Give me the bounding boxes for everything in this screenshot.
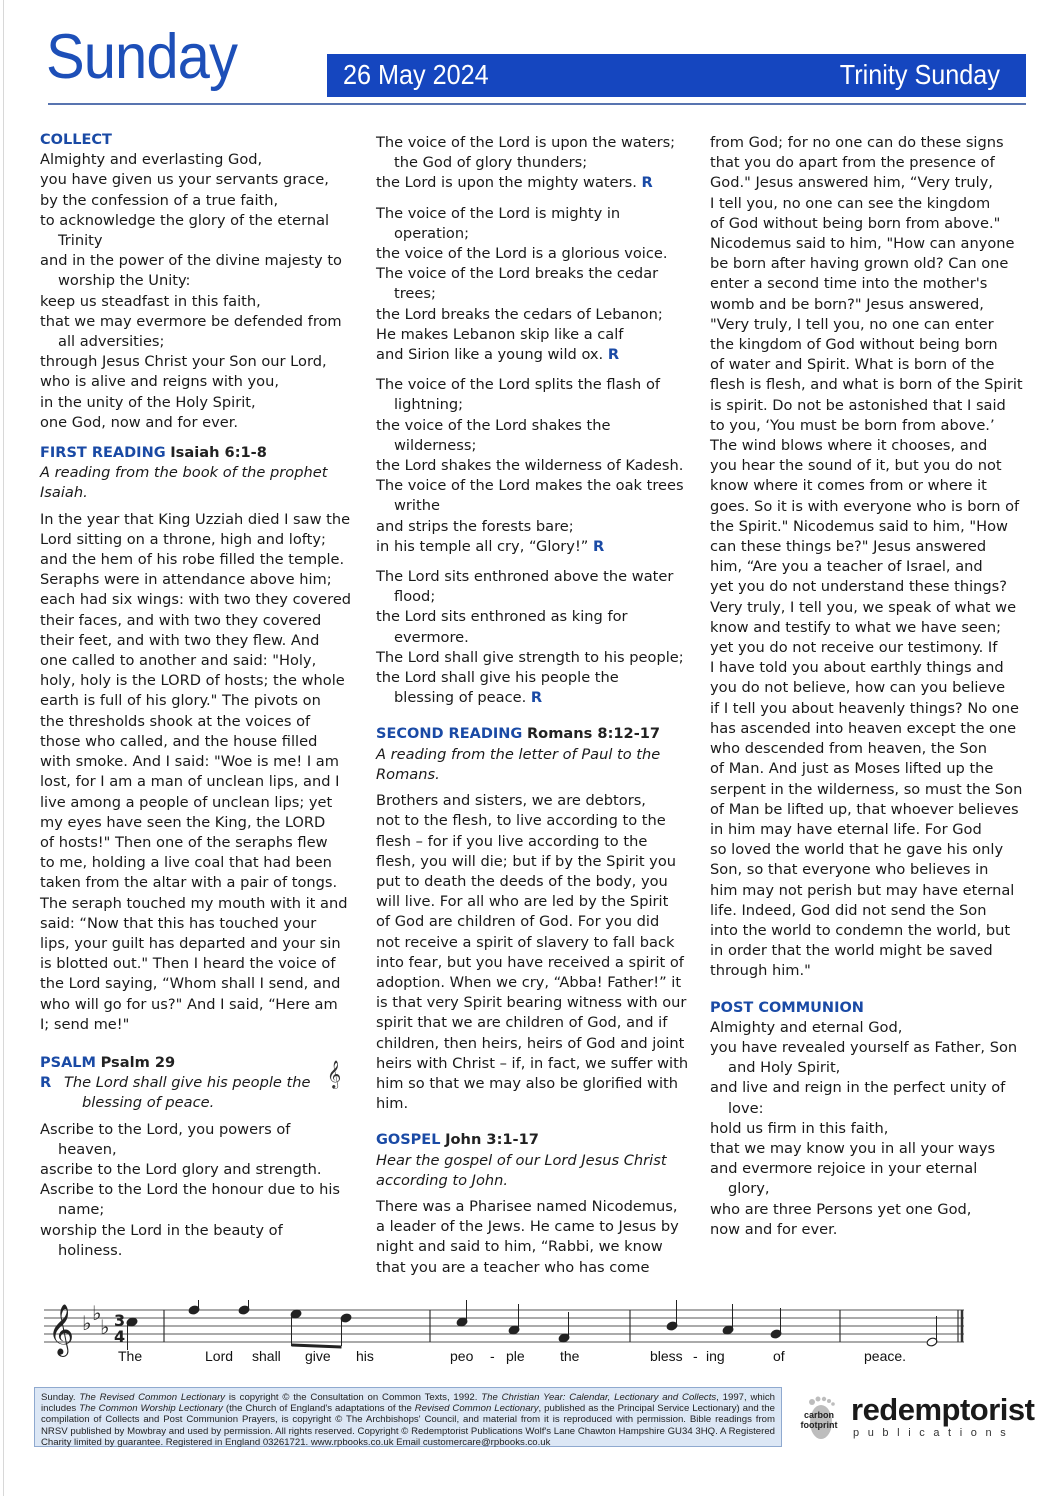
psalm-line-text: the Lord shall give his people the [376, 669, 619, 687]
text-line: from God; for no one can do these signs [710, 134, 1004, 151]
post-communion-text [710, 1018, 1030, 1240]
psalm-line [376, 668, 696, 688]
text-line: into the world to condemn the world, but [710, 921, 1011, 939]
psalm-line [376, 416, 696, 436]
column-3 [710, 133, 1030, 1240]
psalm-line-text: the voice of the Lord shakes the [376, 416, 611, 434]
text-line: "Very truly, I tell you, no one can enter [710, 315, 994, 333]
text-line: A reading from the book of the prophet [40, 464, 328, 482]
psalm-line [376, 648, 696, 668]
text-line: earth is full of his glory." The pivots on [40, 692, 321, 710]
psalm-line [376, 537, 696, 557]
text-line: put to death the deeds of the body, you [376, 872, 668, 890]
text-line: you have given us your servants grace, [40, 171, 329, 189]
text-line: The seraph touched my mouth with it and [40, 894, 348, 912]
psalm-stanza [376, 133, 696, 194]
response-line: blessing of peace. [82, 1094, 215, 1112]
text-line: of God are children of God. For you did [376, 913, 660, 931]
first-reading-section [40, 443, 360, 1035]
second-reading-intro [376, 745, 696, 785]
text-line: the Spirit." Nicodemus said to him, "How [710, 517, 1008, 535]
text-line: who will go for us?" And I said, “Here am [40, 995, 338, 1013]
text-line: has ascended into heaven except the one [710, 719, 1017, 737]
text-line: be born after having grown old? Can one [710, 255, 1009, 273]
psalm-line-text: flood; [394, 588, 436, 606]
lyric-syllable: his [356, 1348, 374, 1364]
post-communion-title: POST COMMUNION [710, 999, 864, 1016]
text-line: of Man be lifted up, that whoever believes [710, 800, 1019, 818]
psalm-line-text: trees; [394, 285, 436, 303]
psalm-stanzas [376, 133, 696, 708]
psalm-line-text: ascribe to the Lord glory and strength. [40, 1160, 322, 1178]
text-line: The wind blows where it chooses, and [710, 437, 988, 455]
text-line: not receive a spirit of slavery to fall back [376, 933, 675, 951]
day-title: Sunday [46, 22, 238, 92]
second-reading-section [376, 724, 696, 1114]
collect-section [40, 130, 360, 433]
text-line: you hear the sound of it, but you do not [710, 457, 1002, 475]
lyric-syllable: The [118, 1348, 143, 1364]
text-line: now and for ever. [710, 1220, 838, 1238]
text-line: through him." [710, 962, 811, 980]
svg-text:♭: ♭ [92, 1301, 102, 1325]
psalm-ref: Psalm 29 [100, 1053, 176, 1071]
text-line: Trinity [58, 232, 103, 250]
text-line: Romans. [376, 765, 440, 783]
svg-text:♭: ♭ [100, 1315, 110, 1339]
second-reading-title: SECOND READING [376, 726, 523, 743]
psalm-line [376, 204, 696, 224]
text-line: will live. For all who are led by the Spirit [376, 893, 669, 911]
psalm-line-text: in his temple all cry, “Glory!” [376, 537, 589, 555]
time-signature-top: 3 [114, 1311, 126, 1330]
psalm-line-text: He makes Lebanon skip like a calf [376, 325, 624, 343]
psalm-line [376, 264, 696, 284]
text-line: the thresholds shook at the voices of [40, 712, 311, 730]
text-line: and the hem of his robe filled the temple. [40, 551, 345, 569]
psalm-line [376, 587, 696, 607]
text-line: by the confession of a true faith, [40, 191, 279, 209]
text-line: with smoke. And I said: "Woe is me! I am [40, 753, 339, 771]
text-line: lost, for I am a man of unclean lips, and I [40, 773, 340, 791]
text-line: said: “Now that this has touched your [40, 914, 317, 932]
psalm-line-text: The voice of the Lord breaks the cedar [376, 265, 659, 283]
psalm-line [376, 628, 696, 648]
psalm-line [40, 1160, 360, 1180]
psalm-line-text: name; [58, 1201, 105, 1219]
text-line: each had six wings: with two they covered [40, 591, 352, 609]
text-line: that you are a teacher who has come [376, 1258, 650, 1276]
text-line: is blotted out." Then I heard the voice of [40, 955, 336, 973]
copyright-fragment: , published as the Principal Service Lectionary) and the compilation of Collects and Post Communion Prayers, is copyright © The Archbishops' Council, and material from it is reproduced with permission. Bible readings from NRSV published by Mowbray and used by permission. All rights reserved. Copyright © Redemptorist Publications Wolf's Lane Chawton Hampshire GU34 3HQ. A Registered Charity limited by guarantee. Registered in England 03261721. www.rpbooks.co.uk Email customercare@rpbooks.co.uk [41, 1403, 775, 1448]
first-reading-intro [40, 463, 360, 503]
publisher-subtitle: publications [853, 1427, 1015, 1439]
lyric-syllable: - [693, 1348, 698, 1364]
psalm-line-text: holiness. [58, 1241, 123, 1259]
copyright-fragment: is copyright © the Consultation on Common Texts, 1992. [225, 1392, 482, 1403]
text-line: Son, so that everyone who believes in [710, 861, 989, 879]
text-line: night and said to him, “Rabbi, we know [376, 1238, 663, 1256]
psalm-line [40, 1200, 360, 1220]
text-line: I; send me!" [40, 1015, 130, 1033]
copyright-fragment: (the Church of England's adaptations of the [222, 1403, 415, 1415]
text-line: him may not perish but may have eternal [710, 881, 1015, 899]
text-line: hold us firm in this faith, [710, 1119, 889, 1137]
text-line: who is alive and reigns with you, [40, 373, 279, 391]
psalm-line [376, 173, 696, 193]
lyric-syllable: of [773, 1348, 785, 1364]
psalm-line [40, 1180, 360, 1200]
text-line: flesh, you will die; but if by the Spirit you [376, 852, 676, 870]
psalm-line [376, 607, 696, 627]
lyric-syllable: ple [506, 1348, 525, 1364]
text-line: my eyes have seen the King, the LORD [40, 813, 326, 831]
note-beam [292, 1345, 342, 1347]
psalm-line [40, 1241, 360, 1261]
text-line: their faces, and with two they covered [40, 611, 322, 629]
text-line: God." Jesus answered him, “Very truly, [710, 174, 993, 192]
text-line: the kingdom of God without being born [710, 336, 998, 354]
text-line: a leader of the Jews. He came to Jesus by [376, 1218, 679, 1236]
gospel-text-part-2 [710, 133, 1030, 982]
psalm-line-text: the Lord breaks the cedars of Lebanon; [376, 305, 663, 323]
text-line: Nicodemus said to him, "How can anyone [710, 235, 1015, 253]
text-line: holy, holy is the LORD of hosts; the whole [40, 672, 345, 690]
column-2 [376, 133, 696, 1278]
text-line: into fear, but you have received a spirit of [376, 953, 684, 971]
psalm-line [376, 133, 696, 153]
psalm-line [40, 1120, 360, 1140]
svg-text:♭: ♭ [82, 1311, 92, 1335]
text-line: live among a people of unclean lips; yet [40, 793, 333, 811]
copyright-notice [34, 1387, 782, 1447]
psalm-line [376, 284, 696, 304]
second-reading-text [376, 791, 696, 1114]
collect-text [40, 150, 360, 433]
psalm-line [376, 244, 696, 264]
psalm-line-text: the Lord sits enthroned as king for [376, 608, 628, 626]
text-line: I tell you, no one can see the kingdom [710, 194, 991, 212]
psalm-line-text: heaven, [58, 1140, 117, 1158]
text-line: you have revealed yourself as Father, Son [710, 1038, 1018, 1056]
psalm-stanza [376, 567, 696, 708]
psalm-line-text: blessing of peace. [394, 689, 527, 707]
lyric-syllable: bless [650, 1348, 683, 1364]
text-line: one God, now and for ever. [40, 413, 239, 431]
psalm-line [376, 456, 696, 476]
copyright-fragment: The Christian Year: Calendar, Lectionary and Collects [481, 1392, 717, 1403]
psalm-line-text: worship the Lord in the beauty of [40, 1221, 283, 1239]
psalm-line-text: The voice of the Lord makes the oak trees [376, 477, 684, 495]
gospel-title: GOSPEL [376, 1132, 441, 1149]
text-line: adoption. When we cry, “Abba! Father!” it [376, 973, 682, 991]
text-line: according to John. [376, 1171, 509, 1189]
staff-lines [44, 1310, 964, 1342]
first-reading-text [40, 510, 360, 1035]
text-line: heirs with Christ – if, in fact, we suffer with [376, 1054, 689, 1072]
text-line: Brothers and sisters, we are debtors, [376, 792, 646, 810]
text-line: flesh – for if you live according to the [376, 832, 648, 850]
psalm-line [376, 325, 696, 345]
psalm-line [376, 224, 696, 244]
psalm-line [376, 345, 696, 365]
text-line: and Holy Spirit, [728, 1059, 841, 1077]
header-rule [48, 103, 1026, 105]
response-marker: R [593, 537, 605, 555]
text-line: to you, ‘You must be born from above.’ [710, 416, 995, 434]
gospel-intro [376, 1151, 696, 1191]
text-line: worship the Unity: [58, 272, 191, 290]
psalm-line-text: Ascribe to the Lord, you powers of [40, 1120, 291, 1138]
psalm-line [376, 567, 696, 587]
key-signature-flats [82, 1301, 109, 1339]
text-line: glory, [728, 1180, 770, 1198]
response-line: The Lord shall give his people the [64, 1074, 311, 1092]
text-line: that we may evermore be defended from [40, 312, 342, 330]
text-line: of water and Spirit. What is born of the [710, 356, 995, 374]
text-line: enter a second time into the mother's [710, 275, 988, 293]
psalm-line-text: The Lord sits enthroned above the water [376, 568, 674, 586]
psalm-line [376, 305, 696, 325]
text-line: to me, holding a live coal that had been [40, 854, 332, 872]
psalm-line-text: lightning; [394, 396, 464, 414]
lyric-syllable: ing [706, 1348, 725, 1364]
text-line: of hosts!" Then one of the seraphs flew [40, 833, 328, 851]
page-edge [3, 0, 4, 1496]
text-line: Lord sitting on a throne, high and lofty; [40, 530, 326, 548]
psalm-line [376, 476, 696, 496]
response-marker: R [641, 174, 653, 192]
lyric-syllable: - [490, 1348, 495, 1364]
lyric-syllable: Lord [205, 1348, 234, 1364]
psalm-line-text: evermore. [394, 628, 469, 646]
text-line: There was a Pharisee named Nicodemus, [376, 1197, 678, 1215]
copyright-fragment: Sunday. [41, 1392, 80, 1403]
text-line: yet you do not understand these things? [710, 578, 1008, 596]
first-reading-title: FIRST READING [40, 445, 166, 462]
copyright-fragment: , 1997, which includes [41, 1392, 775, 1415]
psalm-line [376, 375, 696, 395]
psalm-line-text: the God of glory thunders; [394, 154, 588, 172]
psalm-line [376, 153, 696, 173]
column-1 [40, 130, 360, 1261]
second-reading-ref: Romans 8:12-17 [526, 725, 661, 743]
text-line: spirit that we are children of God, and if [376, 1014, 668, 1032]
text-line: and evermore rejoice in your eternal [710, 1160, 978, 1178]
psalm-line [376, 395, 696, 415]
text-line: Hear the gospel of our Lord Jesus Christ [376, 1151, 667, 1169]
psalm-line [376, 688, 696, 708]
text-line: flesh is flesh, and what is born of the Spirit [710, 376, 1023, 394]
text-line: in him may have eternal life. For God [710, 820, 982, 838]
text-line: him. [376, 1095, 409, 1113]
text-line: not to the flesh, to live according to the [376, 812, 666, 830]
psalm-line [376, 517, 696, 537]
text-line: him so that we may also be glorified with [376, 1074, 678, 1092]
text-line: and live and reign in the perfect unity of [710, 1079, 1006, 1097]
text-line: Almighty and everlasting God, [40, 151, 263, 169]
text-line: their feet, and with two they flew. And [40, 631, 320, 649]
text-line: yet you do not receive our testimony. If [710, 639, 998, 657]
text-line: know where it comes from or where it [710, 477, 987, 495]
text-line: if I tell you about heavenly things? No one [710, 699, 1019, 717]
psalm-line-text: Ascribe to the Lord the honour due to his [40, 1181, 341, 1199]
header-bar [327, 54, 1026, 97]
lyric-syllable: peo [450, 1348, 474, 1364]
text-line: love: [728, 1099, 764, 1117]
text-line: life. Indeed, God did not send the Son [710, 901, 987, 919]
treble-clef-icon: 𝄞 [327, 1060, 342, 1088]
text-line: taken from the altar with a pair of tongs. [40, 874, 338, 892]
text-line: I have told you about earthly things and [710, 659, 1004, 677]
text-line: those who called, and the house filled [40, 732, 318, 750]
time-signature-bottom: 4 [114, 1327, 126, 1346]
gospel-section [376, 1130, 696, 1277]
text-line: keep us steadfast in this faith, [40, 292, 261, 310]
gospel-ref: John 3:1-17 [445, 1131, 539, 1149]
text-line: Isaiah. [40, 484, 88, 502]
date-label: 26 May 2024 [343, 59, 489, 90]
psalm-line-text: The voice of the Lord is mighty in [376, 204, 621, 222]
text-line: who are three Persons yet one God, [710, 1200, 972, 1218]
psalm-line-text: and Sirion like a young wild ox. [376, 346, 604, 364]
treble-clef-icon: 𝄞 [48, 1304, 75, 1355]
text-line: of Man. And just as Moses lifted up the [710, 760, 994, 778]
text-line: all adversities; [58, 333, 165, 351]
text-line: Almighty and eternal God, [710, 1018, 903, 1036]
copyright-fragment: The Revised Common Lectionary [79, 1392, 226, 1403]
feast-label: Trinity Sunday [839, 59, 1000, 90]
text-line: lips, your guilt has departed and your sin [40, 934, 341, 952]
response-marker: R [530, 689, 543, 707]
text-line: children, then heirs, heirs of God and joint [376, 1034, 685, 1052]
text-line: know and testify to what we have seen; [710, 618, 1002, 636]
psalm-line [40, 1221, 360, 1241]
psalm-line-text: wilderness; [394, 436, 477, 454]
text-line: Very truly, I tell you, we speak of what we [710, 598, 1017, 616]
text-line: serpent in the wilderness, so must the Son [710, 780, 1023, 798]
text-line: the Lord saying, “Whom shall I send, and [40, 975, 341, 993]
psalm-response [40, 1073, 360, 1113]
text-line: is that very Spirit bearing witness with our [376, 994, 687, 1012]
post-communion-section [710, 998, 1030, 1240]
publisher-logo: redemptorist [851, 1392, 1035, 1427]
psalm-line-text: The voice of the Lord is upon the waters; [376, 134, 676, 151]
psalm-section [40, 1053, 360, 1261]
text-line: him, “Are you a teacher of Israel, and [710, 558, 983, 576]
psalm-title: PSALM [40, 1054, 96, 1071]
psalm-line-text: The Lord shall give strength to his people; [376, 648, 684, 666]
text-line: to acknowledge the glory of the eternal [40, 211, 330, 229]
psalm-stanza [376, 204, 696, 366]
psalm-line [376, 436, 696, 456]
text-line: in the unity of the Holy Spirit, [40, 393, 256, 411]
lyric-syllable: peace. [864, 1348, 907, 1364]
response-marker: R [607, 346, 620, 364]
collect-title: COLLECT [40, 132, 112, 148]
gospel-text-part-1 [376, 1197, 696, 1278]
psalm-line [376, 496, 696, 516]
psalm-stanza [376, 375, 696, 557]
notes [126, 1300, 938, 1350]
text-line: is spirit. Do not be astonished that I said [710, 396, 1006, 414]
text-line: that you do apart from the presence of [710, 154, 995, 172]
psalm-line-text: and strips the forests bare; [376, 517, 574, 535]
text-line: A reading from the letter of Paul to the [376, 745, 661, 763]
carbon-footprint-label: carbon footprint [800, 1410, 838, 1430]
text-line: and in the power of the divine majesty to [40, 252, 342, 270]
text-line: goes. So it is with everyone who is born of [710, 497, 1020, 515]
lyric-syllable: give [305, 1348, 331, 1364]
text-line: that we may know you in all your ways [710, 1139, 996, 1157]
psalm-line-text: the voice of the Lord is a glorious voice. [376, 245, 668, 263]
text-line: Seraphs were in attendance above him; [40, 571, 332, 589]
psalm-line-text: the Lord is upon the mighty waters. [376, 174, 637, 192]
first-reading-ref: Isaiah 6:1-8 [170, 444, 267, 462]
text-line: through Jesus Christ your Son our Lord, [40, 353, 327, 371]
text-line: who descended from heaven, the Son [710, 740, 987, 758]
copyright-fragment: Revised Common Lectionary [414, 1403, 539, 1415]
text-line: womb and be born?" Jesus answered, [710, 295, 984, 313]
text-line: In the year that King Uzziah died I saw the [40, 510, 351, 528]
text-line: one called to another and said: "Holy, [40, 652, 317, 670]
text-line: so loved the world that he gave his only [710, 841, 1004, 859]
text-line: of God without being born from above." [710, 214, 1001, 232]
psalm-line-text: operation; [394, 224, 469, 242]
psalm-line-text: writhe [394, 497, 440, 515]
psalm-line [40, 1140, 360, 1160]
copyright-fragment: The Common Worship Lectionary [79, 1403, 223, 1415]
lyric-syllable: shall [252, 1348, 281, 1364]
lyric-syllable: the [560, 1348, 580, 1364]
response-marker: R [40, 1074, 52, 1092]
psalm-line-text: the Lord shakes the wilderness of Kadesh. [376, 457, 684, 475]
text-line: in order that the world might be saved [710, 942, 993, 960]
text-line: can these things be?" Jesus answered [710, 538, 987, 556]
psalm-stanza [40, 1120, 360, 1261]
psalm-line-text: The voice of the Lord splits the flash of [376, 376, 661, 394]
text-line: you do not believe, how can you believe [710, 679, 1006, 697]
